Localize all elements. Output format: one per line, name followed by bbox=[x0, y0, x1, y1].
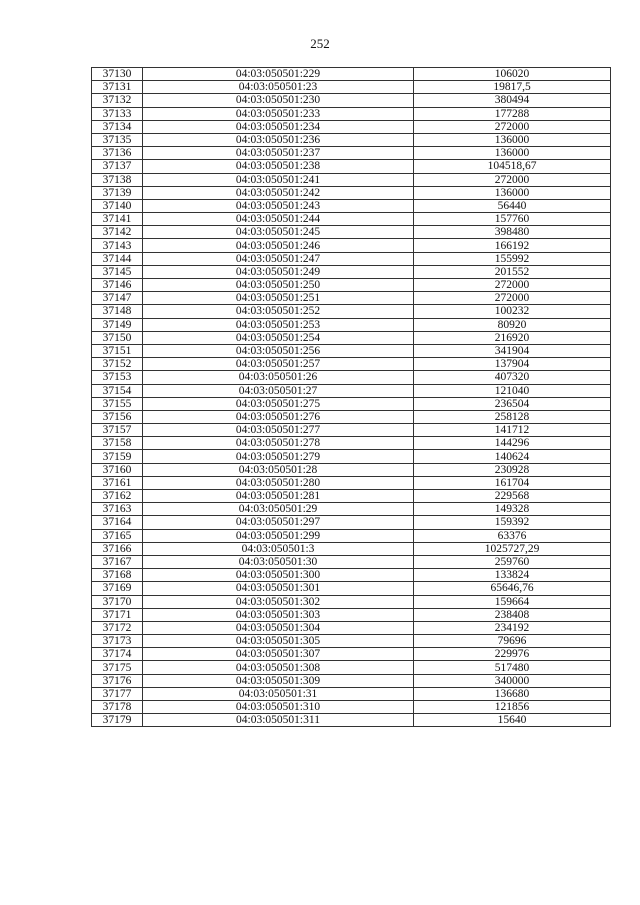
row-number-cell: 37148 bbox=[92, 305, 143, 318]
cadastral-number-cell: 04:03:050501:242 bbox=[143, 186, 414, 199]
row-number-cell: 37164 bbox=[92, 516, 143, 529]
row-number-cell: 37153 bbox=[92, 371, 143, 384]
cadastral-value-cell: 229976 bbox=[414, 648, 611, 661]
table-row bbox=[92, 410, 611, 423]
cadastral-number-cell: 04:03:050501:28 bbox=[143, 463, 414, 476]
cadastral-value-cell: 272000 bbox=[414, 173, 611, 186]
table-row bbox=[92, 252, 611, 265]
cadastral-number-cell: 04:03:050501:305 bbox=[143, 635, 414, 648]
table-row bbox=[92, 318, 611, 331]
table-row bbox=[92, 437, 611, 450]
row-number-cell: 37155 bbox=[92, 397, 143, 410]
table-row bbox=[92, 648, 611, 661]
table-row bbox=[92, 292, 611, 305]
cadastral-value-cell: 140624 bbox=[414, 450, 611, 463]
row-number-cell: 37143 bbox=[92, 239, 143, 252]
cadastral-value-cell: 19817,5 bbox=[414, 81, 611, 94]
table-row bbox=[92, 331, 611, 344]
cadastral-value-cell: 100232 bbox=[414, 305, 611, 318]
row-number-cell: 37138 bbox=[92, 173, 143, 186]
row-number-cell: 37154 bbox=[92, 384, 143, 397]
cadastral-value-cell: 63376 bbox=[414, 529, 611, 542]
cadastral-number-cell: 04:03:050501:229 bbox=[143, 68, 414, 81]
row-number-cell: 37135 bbox=[92, 133, 143, 146]
cadastral-value-cell: 136680 bbox=[414, 687, 611, 700]
table-row bbox=[92, 226, 611, 239]
row-number-cell: 37146 bbox=[92, 279, 143, 292]
cadastral-number-cell: 04:03:050501:26 bbox=[143, 371, 414, 384]
table-row bbox=[92, 424, 611, 437]
row-number-cell: 37178 bbox=[92, 701, 143, 714]
page-number: 252 bbox=[310, 36, 330, 51]
cadastral-number-cell: 04:03:050501:245 bbox=[143, 226, 414, 239]
cadastral-number-cell: 04:03:050501:241 bbox=[143, 173, 414, 186]
row-number-cell: 37130 bbox=[92, 68, 143, 81]
row-number-cell: 37172 bbox=[92, 621, 143, 634]
row-number-cell: 37150 bbox=[92, 331, 143, 344]
cadastral-value-cell: 80920 bbox=[414, 318, 611, 331]
table-row bbox=[92, 476, 611, 489]
cadastral-value-cell: 141712 bbox=[414, 424, 611, 437]
row-number-cell: 37171 bbox=[92, 608, 143, 621]
row-number-cell: 37156 bbox=[92, 410, 143, 423]
table-row bbox=[92, 582, 611, 595]
cadastral-number-cell: 04:03:050501:238 bbox=[143, 160, 414, 173]
cadastral-value-cell: 136000 bbox=[414, 133, 611, 146]
row-number-cell: 37133 bbox=[92, 107, 143, 120]
cadastral-number-cell: 04:03:050501:247 bbox=[143, 252, 414, 265]
cadastral-value-cell: 121040 bbox=[414, 384, 611, 397]
row-number-cell: 37157 bbox=[92, 424, 143, 437]
cadastral-number-cell: 04:03:050501:253 bbox=[143, 318, 414, 331]
table-row bbox=[92, 160, 611, 173]
cadastral-number-cell: 04:03:050501:256 bbox=[143, 344, 414, 357]
row-number-cell: 37173 bbox=[92, 635, 143, 648]
cadastral-value-cell: 161704 bbox=[414, 476, 611, 489]
cadastral-number-cell: 04:03:050501:230 bbox=[143, 94, 414, 107]
cadastral-value-cell: 234192 bbox=[414, 621, 611, 634]
table-row bbox=[92, 450, 611, 463]
cadastral-number-cell: 04:03:050501:300 bbox=[143, 569, 414, 582]
row-number-cell: 37145 bbox=[92, 265, 143, 278]
row-number-cell: 37136 bbox=[92, 147, 143, 160]
cadastral-value-cell: 272000 bbox=[414, 279, 611, 292]
table-row bbox=[92, 384, 611, 397]
table-row bbox=[92, 186, 611, 199]
cadastral-value-cell: 104518,67 bbox=[414, 160, 611, 173]
cadastral-number-cell: 04:03:050501:281 bbox=[143, 490, 414, 503]
cadastral-value-cell: 398480 bbox=[414, 226, 611, 239]
cadastral-value-cell: 144296 bbox=[414, 437, 611, 450]
cadastral-value-cell: 341904 bbox=[414, 344, 611, 357]
cadastral-value-cell: 201552 bbox=[414, 265, 611, 278]
table-row bbox=[92, 371, 611, 384]
cadastral-number-cell: 04:03:050501:275 bbox=[143, 397, 414, 410]
cadastral-number-cell: 04:03:050501:308 bbox=[143, 661, 414, 674]
cadastral-value-cell: 79696 bbox=[414, 635, 611, 648]
table-row bbox=[92, 213, 611, 226]
table-row bbox=[92, 569, 611, 582]
row-number-cell: 37169 bbox=[92, 582, 143, 595]
cadastral-number-cell: 04:03:050501:243 bbox=[143, 199, 414, 212]
cadastral-value-cell: 380494 bbox=[414, 94, 611, 107]
table-row bbox=[92, 305, 611, 318]
cadastral-value-cell: 65646,76 bbox=[414, 582, 611, 595]
row-number-cell: 37147 bbox=[92, 292, 143, 305]
row-number-cell: 37162 bbox=[92, 490, 143, 503]
cadastral-value-cell: 1025727,29 bbox=[414, 542, 611, 555]
cadastral-number-cell: 04:03:050501:29 bbox=[143, 503, 414, 516]
cadastral-value-cell: 236504 bbox=[414, 397, 611, 410]
row-number-cell: 37175 bbox=[92, 661, 143, 674]
cadastral-number-cell: 04:03:050501:310 bbox=[143, 701, 414, 714]
table-row bbox=[92, 81, 611, 94]
table-row bbox=[92, 147, 611, 160]
row-number-cell: 37134 bbox=[92, 120, 143, 133]
row-number-cell: 37139 bbox=[92, 186, 143, 199]
table-row bbox=[92, 661, 611, 674]
row-number-cell: 37179 bbox=[92, 714, 143, 727]
cadastral-value-cell: 159664 bbox=[414, 595, 611, 608]
row-number-cell: 37159 bbox=[92, 450, 143, 463]
cadastral-value-cell: 258128 bbox=[414, 410, 611, 423]
table-row bbox=[92, 358, 611, 371]
cadastral-value-cell: 272000 bbox=[414, 292, 611, 305]
table-body bbox=[92, 68, 611, 727]
row-number-cell: 37174 bbox=[92, 648, 143, 661]
row-number-cell: 37137 bbox=[92, 160, 143, 173]
cadastral-number-cell: 04:03:050501:254 bbox=[143, 331, 414, 344]
cadastral-number-cell: 04:03:050501:311 bbox=[143, 714, 414, 727]
cadastral-number-cell: 04:03:050501:233 bbox=[143, 107, 414, 120]
cadastral-value-cell: 157760 bbox=[414, 213, 611, 226]
row-number-cell: 37161 bbox=[92, 476, 143, 489]
row-number-cell: 37132 bbox=[92, 94, 143, 107]
table-row bbox=[92, 344, 611, 357]
cadastral-number-cell: 04:03:050501:27 bbox=[143, 384, 414, 397]
cadastral-number-cell: 04:03:050501:244 bbox=[143, 213, 414, 226]
row-number-cell: 37167 bbox=[92, 555, 143, 568]
table-row bbox=[92, 173, 611, 186]
cadastral-value-cell: 166192 bbox=[414, 239, 611, 252]
table-row bbox=[92, 107, 611, 120]
row-number-cell: 37141 bbox=[92, 213, 143, 226]
cadastral-value-cell: 121856 bbox=[414, 701, 611, 714]
table-row bbox=[92, 503, 611, 516]
table-row bbox=[92, 714, 611, 727]
cadastral-number-cell: 04:03:050501:279 bbox=[143, 450, 414, 463]
row-number-cell: 37165 bbox=[92, 529, 143, 542]
row-number-cell: 37144 bbox=[92, 252, 143, 265]
cadastral-value-cell: 136000 bbox=[414, 147, 611, 160]
cadastral-number-cell: 04:03:050501:297 bbox=[143, 516, 414, 529]
cadastral-number-cell: 04:03:050501:3 bbox=[143, 542, 414, 555]
cadastral-number-cell: 04:03:050501:277 bbox=[143, 424, 414, 437]
row-number-cell: 37168 bbox=[92, 569, 143, 582]
table-row bbox=[92, 463, 611, 476]
table-row bbox=[92, 608, 611, 621]
table-row bbox=[92, 120, 611, 133]
row-number-cell: 37142 bbox=[92, 226, 143, 239]
cadastral-value-cell: 259760 bbox=[414, 555, 611, 568]
cadastral-value-cell: 133824 bbox=[414, 569, 611, 582]
cadastral-number-cell: 04:03:050501:31 bbox=[143, 687, 414, 700]
cadastral-number-cell: 04:03:050501:301 bbox=[143, 582, 414, 595]
cadastral-number-cell: 04:03:050501:23 bbox=[143, 81, 414, 94]
cadastral-value-cell: 216920 bbox=[414, 331, 611, 344]
cadastral-value-cell: 272000 bbox=[414, 120, 611, 133]
row-number-cell: 37158 bbox=[92, 437, 143, 450]
table-row bbox=[92, 490, 611, 503]
cadastral-value-cell: 230928 bbox=[414, 463, 611, 476]
cadastral-number-cell: 04:03:050501:307 bbox=[143, 648, 414, 661]
table-row bbox=[92, 701, 611, 714]
table-row bbox=[92, 239, 611, 252]
table-row bbox=[92, 199, 611, 212]
table-row bbox=[92, 516, 611, 529]
table-row bbox=[92, 674, 611, 687]
cadastral-number-cell: 04:03:050501:278 bbox=[143, 437, 414, 450]
table-row bbox=[92, 279, 611, 292]
row-number-cell: 37152 bbox=[92, 358, 143, 371]
table-row bbox=[92, 265, 611, 278]
cadastral-number-cell: 04:03:050501:276 bbox=[143, 410, 414, 423]
cadastral-number-cell: 04:03:050501:249 bbox=[143, 265, 414, 278]
row-number-cell: 37176 bbox=[92, 674, 143, 687]
cadastral-number-cell: 04:03:050501:236 bbox=[143, 133, 414, 146]
cadastral-value-cell: 15640 bbox=[414, 714, 611, 727]
row-number-cell: 37170 bbox=[92, 595, 143, 608]
table-row bbox=[92, 133, 611, 146]
table-row bbox=[92, 621, 611, 634]
cadastral-value-cell: 177288 bbox=[414, 107, 611, 120]
row-number-cell: 37151 bbox=[92, 344, 143, 357]
cadastral-value-cell: 149328 bbox=[414, 503, 611, 516]
cadastral-value-cell: 137904 bbox=[414, 358, 611, 371]
cadastral-number-cell: 04:03:050501:252 bbox=[143, 305, 414, 318]
cadastral-number-cell: 04:03:050501:309 bbox=[143, 674, 414, 687]
cadastral-value-cell: 106020 bbox=[414, 68, 611, 81]
row-number-cell: 37163 bbox=[92, 503, 143, 516]
cadastral-number-cell: 04:03:050501:304 bbox=[143, 621, 414, 634]
cadastral-number-cell: 04:03:050501:303 bbox=[143, 608, 414, 621]
cadastral-number-cell: 04:03:050501:246 bbox=[143, 239, 414, 252]
cadastral-value-cell: 159392 bbox=[414, 516, 611, 529]
row-number-cell: 37149 bbox=[92, 318, 143, 331]
cadastral-value-cell: 407320 bbox=[414, 371, 611, 384]
cadastral-value-cell: 56440 bbox=[414, 199, 611, 212]
cadastral-number-cell: 04:03:050501:257 bbox=[143, 358, 414, 371]
row-number-cell: 37140 bbox=[92, 199, 143, 212]
cadastral-number-cell: 04:03:050501:250 bbox=[143, 279, 414, 292]
table-row bbox=[92, 397, 611, 410]
cadastral-number-cell: 04:03:050501:299 bbox=[143, 529, 414, 542]
table-row bbox=[92, 687, 611, 700]
cadastral-number-cell: 04:03:050501:237 bbox=[143, 147, 414, 160]
table-row bbox=[92, 68, 611, 81]
cadastral-number-cell: 04:03:050501:234 bbox=[143, 120, 414, 133]
cadastral-value-cell: 136000 bbox=[414, 186, 611, 199]
table-row bbox=[92, 595, 611, 608]
cadastral-number-cell: 04:03:050501:302 bbox=[143, 595, 414, 608]
row-number-cell: 37177 bbox=[92, 687, 143, 700]
cadastral-number-cell: 04:03:050501:280 bbox=[143, 476, 414, 489]
cadastral-value-cell: 517480 bbox=[414, 661, 611, 674]
cadastral-value-cell: 340000 bbox=[414, 674, 611, 687]
row-number-cell: 37131 bbox=[92, 81, 143, 94]
cadastral-value-table bbox=[91, 67, 611, 727]
row-number-cell: 37160 bbox=[92, 463, 143, 476]
cadastral-value-cell: 155992 bbox=[414, 252, 611, 265]
table-row bbox=[92, 542, 611, 555]
cadastral-number-cell: 04:03:050501:30 bbox=[143, 555, 414, 568]
row-number-cell: 37166 bbox=[92, 542, 143, 555]
table-row bbox=[92, 94, 611, 107]
cadastral-number-cell: 04:03:050501:251 bbox=[143, 292, 414, 305]
table-row bbox=[92, 555, 611, 568]
cadastral-value-cell: 238408 bbox=[414, 608, 611, 621]
cadastral-value-cell: 229568 bbox=[414, 490, 611, 503]
table-row bbox=[92, 635, 611, 648]
table-row bbox=[92, 529, 611, 542]
